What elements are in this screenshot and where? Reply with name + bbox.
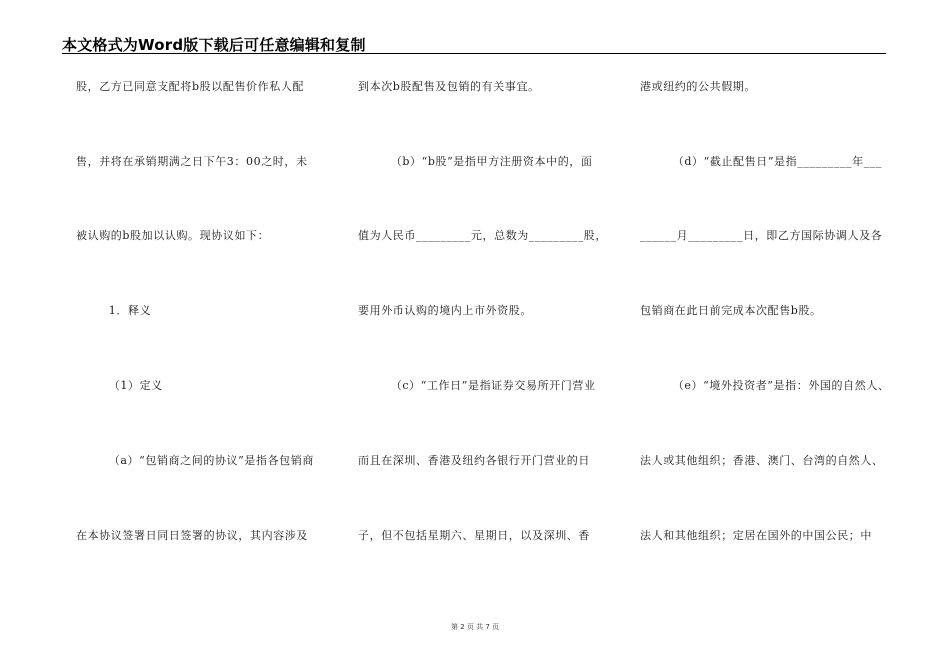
paragraph-line: 售，并将在承销期满之日下午3：00之时，未 — [76, 155, 308, 168]
paragraph-line: 被认购的b股加以认购。现协议如下： — [76, 229, 270, 242]
paragraph-line: 包销商在此日前完成本次配售b股。 — [640, 304, 822, 317]
paragraph-line: 股，乙方已同意支配将b股以配售价作私人配 — [76, 80, 305, 93]
paragraph-line: （c）“工作日”是指证券交易所开门营业 — [358, 379, 596, 392]
paragraph-line: 港或纽约的公共假期。 — [640, 80, 756, 93]
paragraph-line: 子，但不包括星期六、星期日，以及深圳、香 — [358, 529, 590, 542]
paragraph-line: 而且在深圳、香港及纽约各银行开门营业的日 — [358, 454, 590, 467]
paragraph-line: （e）“境外投资者”是指：外国的自然人、 — [640, 379, 890, 392]
paragraph-line: （d）“截止配售日”是指_________年___ — [640, 155, 883, 168]
paragraph-line: 到本次b股配售及包销的有关事宜。 — [358, 80, 540, 93]
text-column-3 — [640, 0, 896, 672]
paragraph-line: 在本协议签署日同日签署的协议，其内容涉及 — [76, 529, 308, 542]
paragraph-line: 法人和其他组织；定居在国外的中国公民；中 — [640, 529, 872, 542]
section-heading: 1．释义 — [76, 304, 152, 317]
paragraph-line: 值为人民币_________元，总数为_________股， — [358, 229, 607, 242]
subsection-heading: （1）定义 — [76, 379, 163, 392]
paragraph-line: （a）“包销商之间的协议”是指各包销商 — [76, 454, 314, 467]
text-column-2 — [358, 0, 608, 672]
paragraph-line: 法人或其他组织；香港、澳门、台湾的自然人、 — [640, 454, 884, 467]
text-column-1 — [76, 0, 326, 672]
paragraph-line: ______月_________日，即乙方国际协调人及各 — [640, 229, 883, 242]
paragraph-line: 要用外币认购的境内上市外资股。 — [358, 304, 532, 317]
paragraph-line: （b）“b股”是指甲方注册资本中的，面 — [358, 155, 593, 168]
page-number: 第 2 页 共 7 页 — [450, 623, 500, 631]
document-header-title: 本文格式为Word版下载后可任意编辑和复制 — [62, 36, 366, 54]
